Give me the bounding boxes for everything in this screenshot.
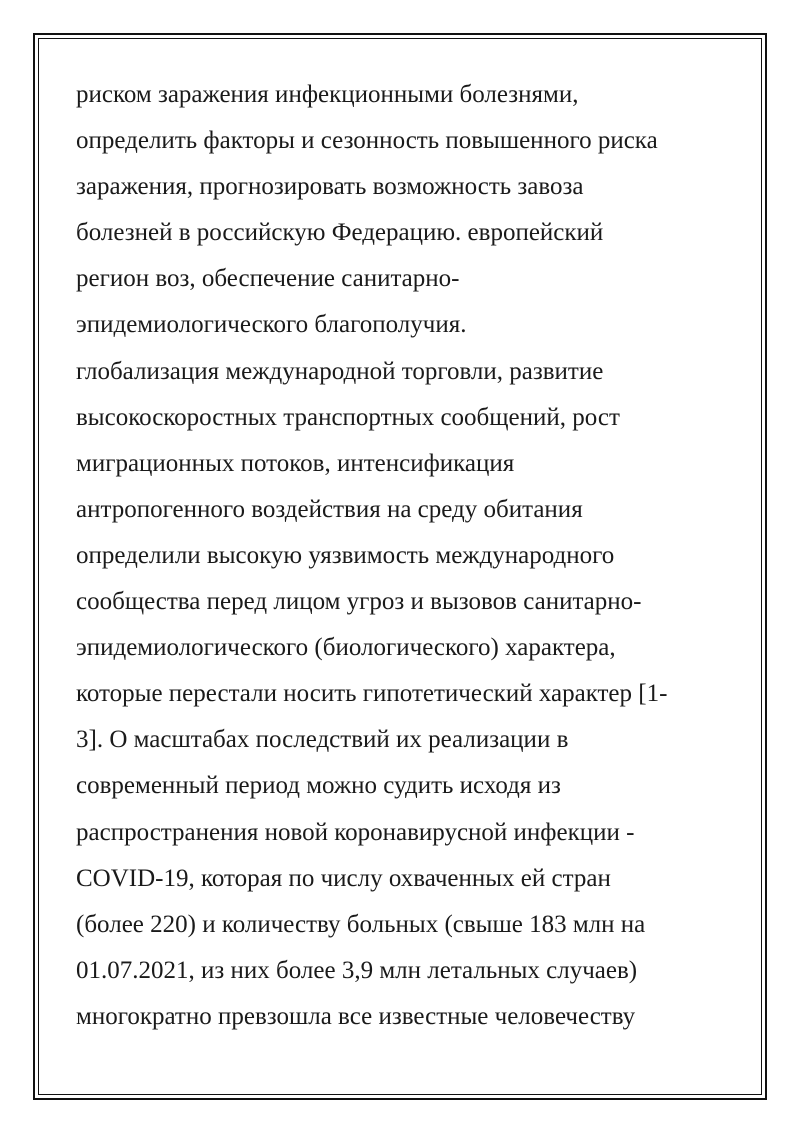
text-line: многократно превзошла все известные человечеству	[76, 1002, 636, 1030]
text-line: глобализация международной торговли, развитие	[76, 357, 604, 385]
text-line: COVID-19, которая по числу охваченных ей стран	[76, 864, 611, 892]
text-line: регион воз, обеспечение санитарно-	[76, 265, 460, 293]
text-line: (более 220) и количеству больных (свыше 183 млн на	[76, 910, 646, 938]
text-line: эпидемиологического благополучия.	[76, 311, 467, 339]
text-line: современный период можно судить исходя из	[76, 772, 561, 800]
text-line: которые перестали носить гипотетический характер [1-	[76, 680, 668, 708]
text-line: антропогенного воздействия на среду обитания	[76, 495, 583, 523]
text-line: определили высокую уязвимость международного	[76, 541, 615, 569]
text-line: сообщества перед лицом угроз и вызовов санитарно-	[76, 588, 642, 616]
text-line: заражения, прогнозировать возможность завоза	[76, 173, 584, 201]
text-line: 01.07.2021, из них более 3,9 млн летальных случаев)	[76, 956, 638, 984]
text-line: болезней в российскую Федерацию. европейский	[76, 219, 604, 247]
text-line: 3]. О масштабах последствий их реализации в	[76, 726, 569, 754]
text-line: эпидемиологического (биологического) характера,	[76, 634, 616, 662]
text-line: высокоскоростных транспортных сообщений, рост	[76, 403, 620, 431]
document-text	[76, 72, 736, 1040]
text-line: распространения новой коронавирусной инфекции -	[76, 818, 635, 846]
text-line: миграционных потоков, интенсификация	[76, 449, 515, 477]
text-line: риском заражения инфекционными болезнями,	[76, 81, 579, 108]
text-line: определить факторы и сезонность повышенного риска	[76, 127, 658, 155]
